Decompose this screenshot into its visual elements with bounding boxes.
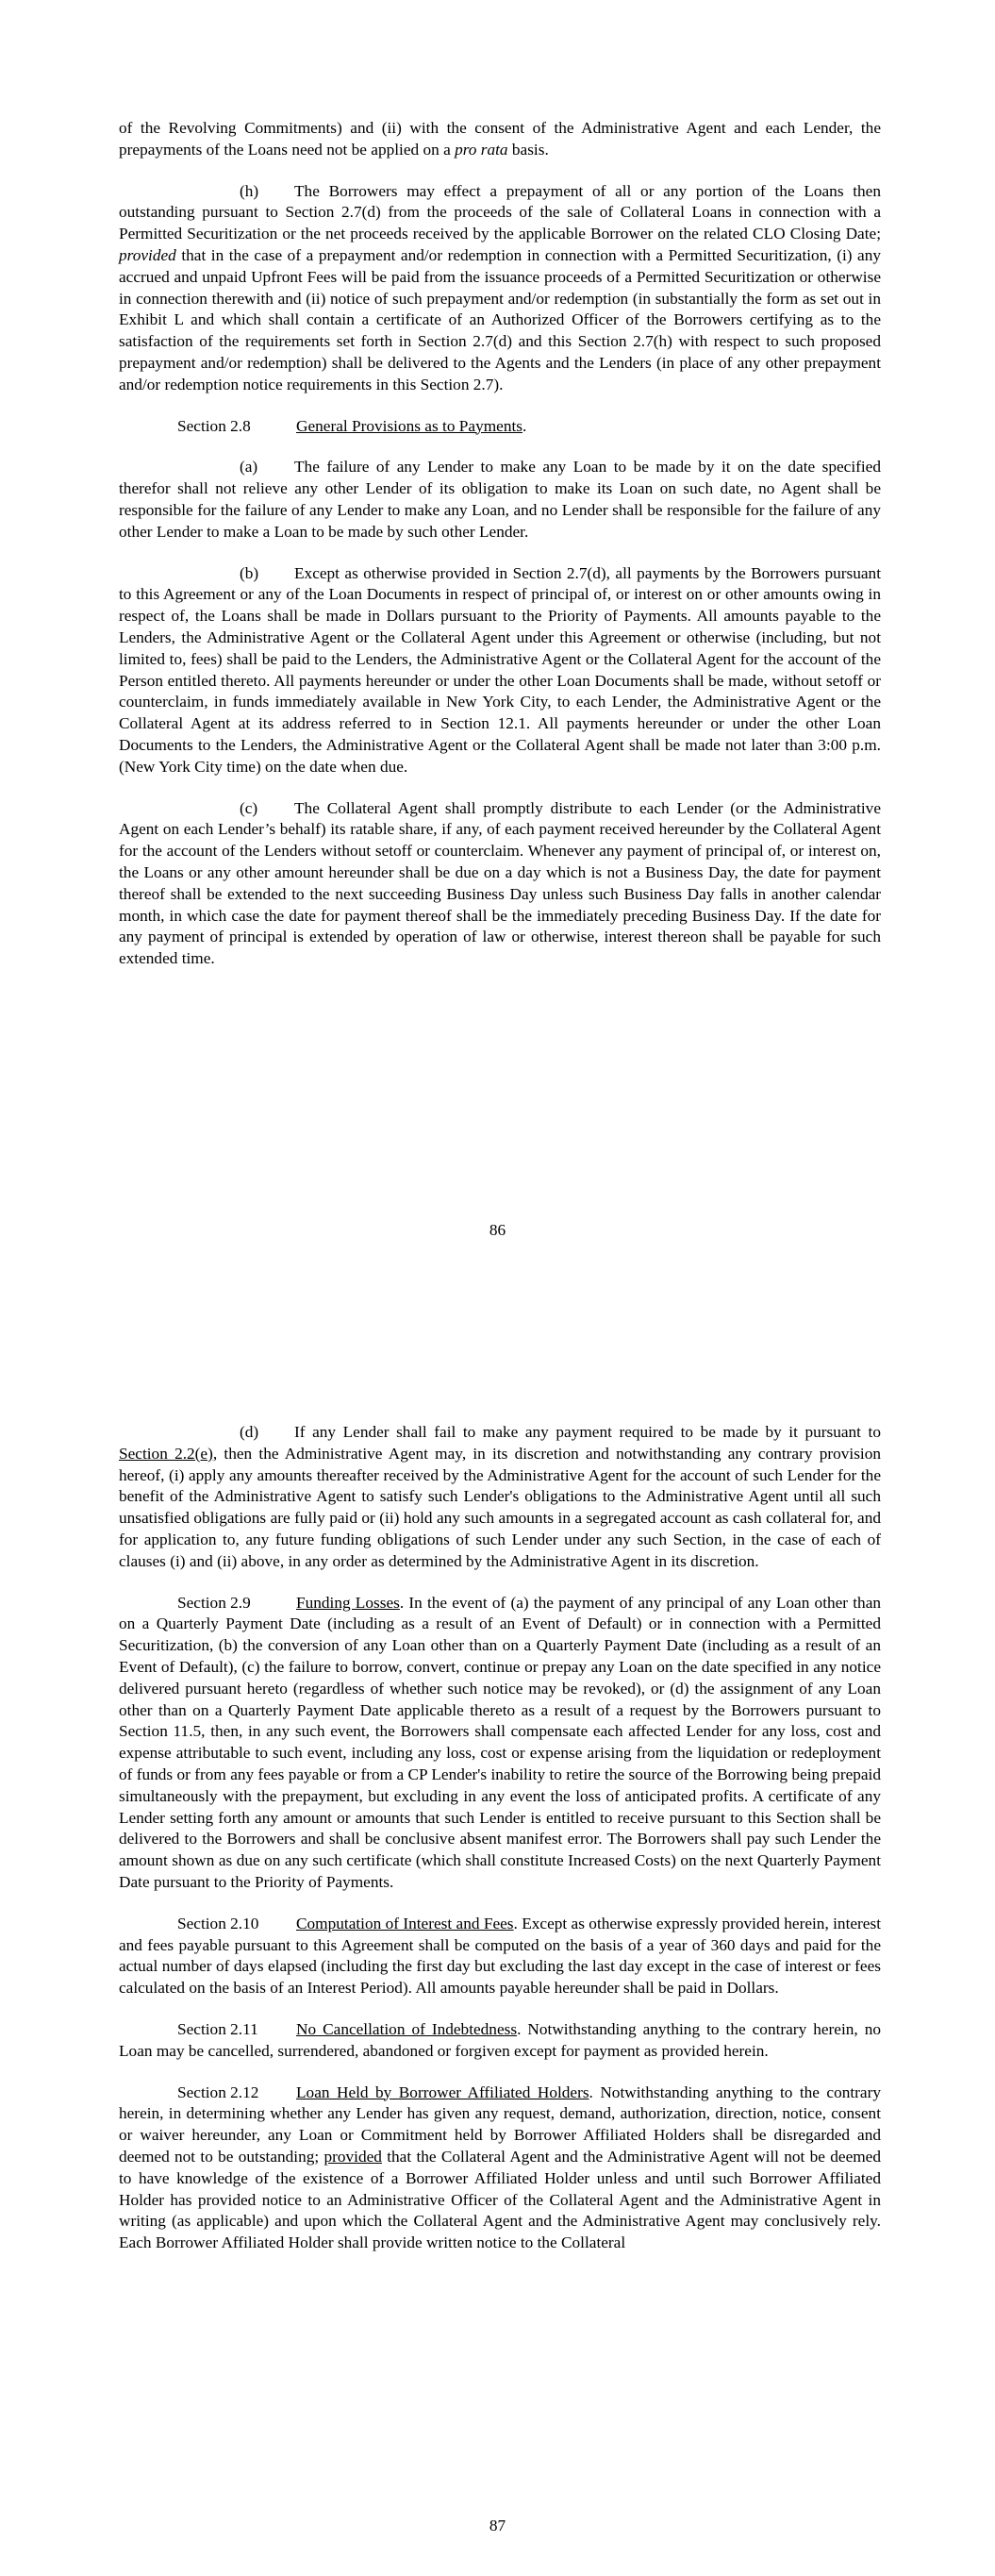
section-title: General Provisions as to Payments <box>296 416 522 435</box>
paragraph-label: (a) <box>240 458 258 477</box>
section-number: Section 2.12 <box>177 2083 259 2101</box>
section-2-11: Section 2.11 No Cancellation of Indebtedness. Notwithstanding anything to the contrary herein, no Loan may be cancelled, surrendered, abandoned or forgiven except for payment as provided herein. <box>119 2019 881 2060</box>
section-2-10: Section 2.10 Computation of Interest and Fees. Except as otherwise expressly provided herein, interest and fees payable pursuant to this Agreement shall be computed on the basis of a year of 360 days and paid for the actual number of days elapsed (including the first day but excluding the last day except in the case of interest or fees calculated on the basis of an Interest Period). All amounts payable hereunder shall be paid in Dollars. <box>119 1914 881 1998</box>
section-number: Section 2.10 <box>177 1914 259 1932</box>
section-number: Section 2.8 <box>177 416 251 435</box>
continued-paragraph: of the Revolving Commitments) and (ii) with the consent of the Administrative Agent and each Lender, the prepayments of the Loans need not be applied on a pro rata basis. <box>119 119 881 159</box>
page-87-body <box>119 1422 881 2274</box>
section-number: Section 2.11 <box>177 2019 258 2038</box>
paragraph-a: (a) The failure of any Lender to make any Loan to be made by it on the date specified therefor shall not relieve any other Lender of its obligation to make its Loan on such date, no Agent shall be responsible for the failure of any Lender to make any Loan, and no Lender shall be responsible for the failure of any other Lender to make a Loan to be made by such other Lender. <box>119 458 881 541</box>
paragraph-label: (d) <box>240 1423 259 1441</box>
page-number: 86 <box>489 1221 506 1239</box>
page-number: 87 <box>489 2517 506 2534</box>
page-87 <box>0 1397 995 2576</box>
paragraph-label: (c) <box>240 798 258 817</box>
paragraph-b: (b) Except as otherwise provided in Section 2.7(d), all payments by the Borrowers pursuant to this Agreement or any of the Loan Documents in respect of principal of, or interest on or other amounts owing in respect of, the Loans shall be made in Dollars pursuant to the Priority of Payments. All amounts payable to the Lenders, the Administrative Agent or the Collateral Agent under this Agreement or otherwise (including, but not limited to, fees) shall be paid to the Lenders, the Administrative Agent or the Collateral Agent for the account of the Person entitled thereto. All payments hereunder or under the other Loan Documents shall be made, without setoff or counterclaim, in funds immediately available in New York City, to each Lender, the Administrative Agent or the Collateral Agent at its address referred to in Section 12.1. All payments hereunder or under the other Loan Documents to the Lenders, the Administrative Agent or the Collateral Agent shall be made not later than 3:00 p.m. (New York City time) on the date when due. <box>119 563 881 776</box>
paragraph-d: (d) If any Lender shall fail to make any payment required to be made by it pursuant to Section 2.2(e), then the Administrative Agent may, in its discretion and notwithstanding any contrary provision hereof, (i) apply any amounts thereafter received by the Administrative Agent for the account of such Lender for the benefit of the Administrative Agent to satisfy such Lender's obligations to the Administrative Agent until all such unsatisfied obligations are fully paid or (ii) hold any such amounts in a segregated account as cash collateral for, and for application to, any future funding obligations of such Lender under any such Section, in the case of each of clauses (i) and (ii) above, in any order as determined by the Administrative Agent in its discretion. <box>119 1423 882 1570</box>
paragraph-h: (h) The Borrowers may effect a prepayment of all or any portion of the Loans then outstanding pursuant to Section 2.7(d) from the proceeds of the sale of Collateral Loans in connection with a Permitted Securitization or the net proceeds received by the applicable Borrower on the related CLO Closing Date; provided that in the case of a prepayment and/or redemption in connection with a Permitted Securitization, (i) any accrued and unpaid Upfront Fees will be paid from the issuance proceeds of a Permitted Securitization or otherwise in connection therewith and (ii) notice of such prepayment and/or redemption (in substantially the form as set out in Exhibit L and which shall contain a certificate of an Authorized Officer of the Borrowers certifying as to the satisfaction of the requirements set forth in Section 2.7(d) and this Section 2.7(h) with respect to such proposed prepayment and/or redemption) shall be delivered to the Agents and the Lenders (in place of any other prepayment and/or redemption notice requirements in this Section 2.7). <box>119 181 881 393</box>
section-title: No Cancellation of Indebtedness <box>296 2019 518 2038</box>
section-2-8-heading: Section 2.8 General Provisions as to Payments. <box>119 416 881 438</box>
section-number: Section 2.9 <box>177 1593 251 1612</box>
section-2-12: Section 2.12 Loan Held by Borrower Affiliated Holders. Notwithstanding anything to the contrary herein, in determining whether any Lender has given any request, demand, authorization, direction, notice, consent or waiver hereunder, any Loan or Commitment held by Borrower Affiliated Holders shall be disregarded and deemed not to be outstanding; provided that the Collateral Agent and the Administrative Agent will not be deemed to have knowledge of the existence of a Borrower Affiliated Holder unless and until such Borrower Affiliated Holder has provided notice to an Administrative Officer of the Collateral Agent and the Administrative Agent in writing (as applicable) and upon which the Collateral Agent and the Administrative Agent may conclusively rely. Each Borrower Affiliated Holder shall provide written notice to the Collateral <box>119 2083 881 2252</box>
section-title: Funding Losses <box>296 1593 400 1612</box>
page-86-body <box>119 118 881 990</box>
section-title: Loan Held by Borrower Affiliated Holders <box>296 2083 589 2101</box>
section-reference: Section 2.2(e) <box>119 1444 213 1463</box>
paragraph-c: (c) The Collateral Agent shall promptly distribute to each Lender (or the Administrative Agent on each Lender’s behalf) its ratable share, if any, of each payment received hereunder by the Collateral Agent for the account of the Lenders without setoff or counterclaim. Whenever any payment of principal of, or interest on, the Loans or any other amount hereunder shall be due on a day which is not a Business Day, the date for payment thereof shall be extended to the next succeeding Business Day unless such Business Day falls in another calendar month, in which case the date for payment thereof shall be the immediately preceding Business Day. If the date for any payment of principal is extended by operation of law or otherwise, interest thereon shall be payable for such extended time. <box>119 798 881 968</box>
paragraph-label: (b) <box>240 563 259 582</box>
section-2-9: Section 2.9 Funding Losses. In the event of (a) the payment of any principal of any Loan other than on a Quarterly Payment Date (including as a result of an Event of Default) or in connection with a Permitted Securitization, (b) the conversion of any Loan other than on a Quarterly Payment Date (including as a result of an Event of Default), (c) the failure to borrow, convert, continue or prepay any Loan on the date specified in any notice delivered pursuant hereto (regardless of whether such notice may be revoked), or (d) the assignment of any Loan other than on a Quarterly Payment Date applicable thereto as a result of a request by the Borrowers pursuant to Section 11.5, then, in any such event, the Borrowers shall compensate each affected Lender for any loss, cost and expense attributable to such event, including any loss, cost or expense arising from the liquidation or redeployment of funds or from any fees payable or from a CP Lender's inability to retire the source of the Borrowing being prepaid simultaneously with the prepayment, but excluding in any event the loss of anticipated profits. A certificate of any Lender setting forth any amount or amounts that such Lender is entitled to receive pursuant to this Section shall be delivered to the Borrowers and shall be conclusive absent manifest error. The Borrowers shall pay such Lender the amount shown as due on any such certificate (which shall constitute Increased Costs) on the next Quarterly Payment Date pursuant to the Priority of Payments. <box>119 1593 881 1891</box>
section-title: Computation of Interest and Fees <box>296 1914 514 1932</box>
paragraph-label: (h) <box>240 181 259 200</box>
